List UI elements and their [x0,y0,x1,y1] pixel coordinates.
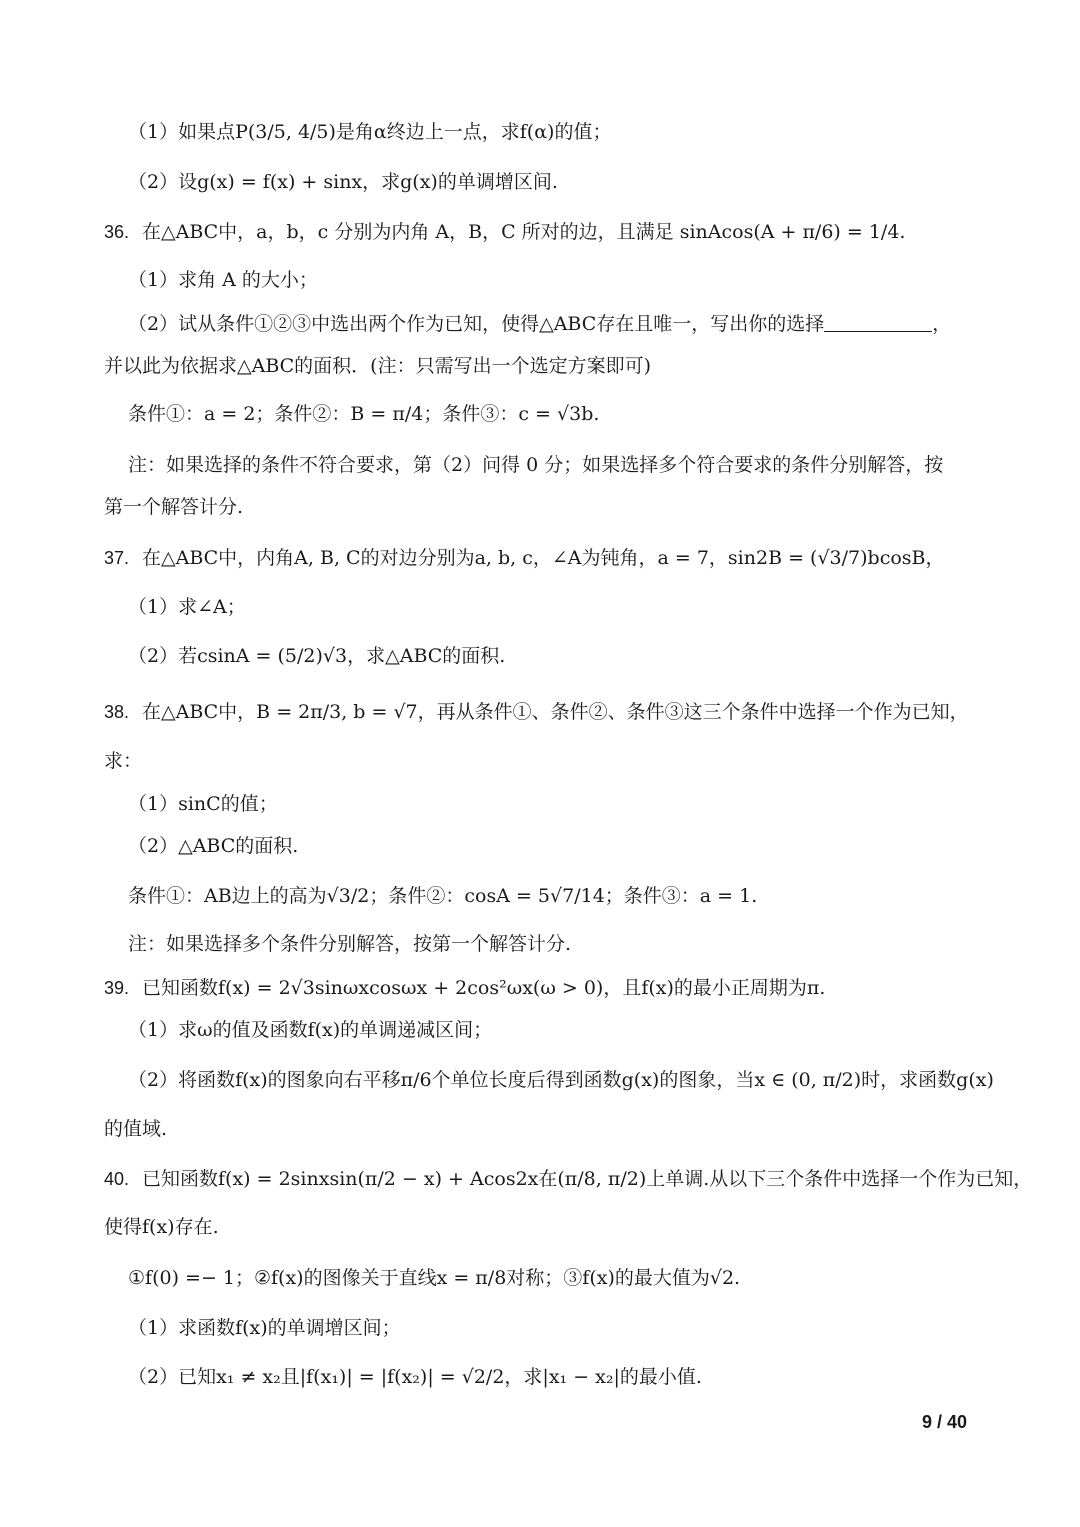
page-number: 9 / 40 [921,1412,967,1432]
question-number: 37. [104,548,130,568]
answer-blank [824,311,932,332]
question-number: 39. [104,978,130,998]
question-number: 40. [104,1169,130,1189]
question-number: 38. [104,702,130,722]
question-number: 36. [104,222,130,242]
